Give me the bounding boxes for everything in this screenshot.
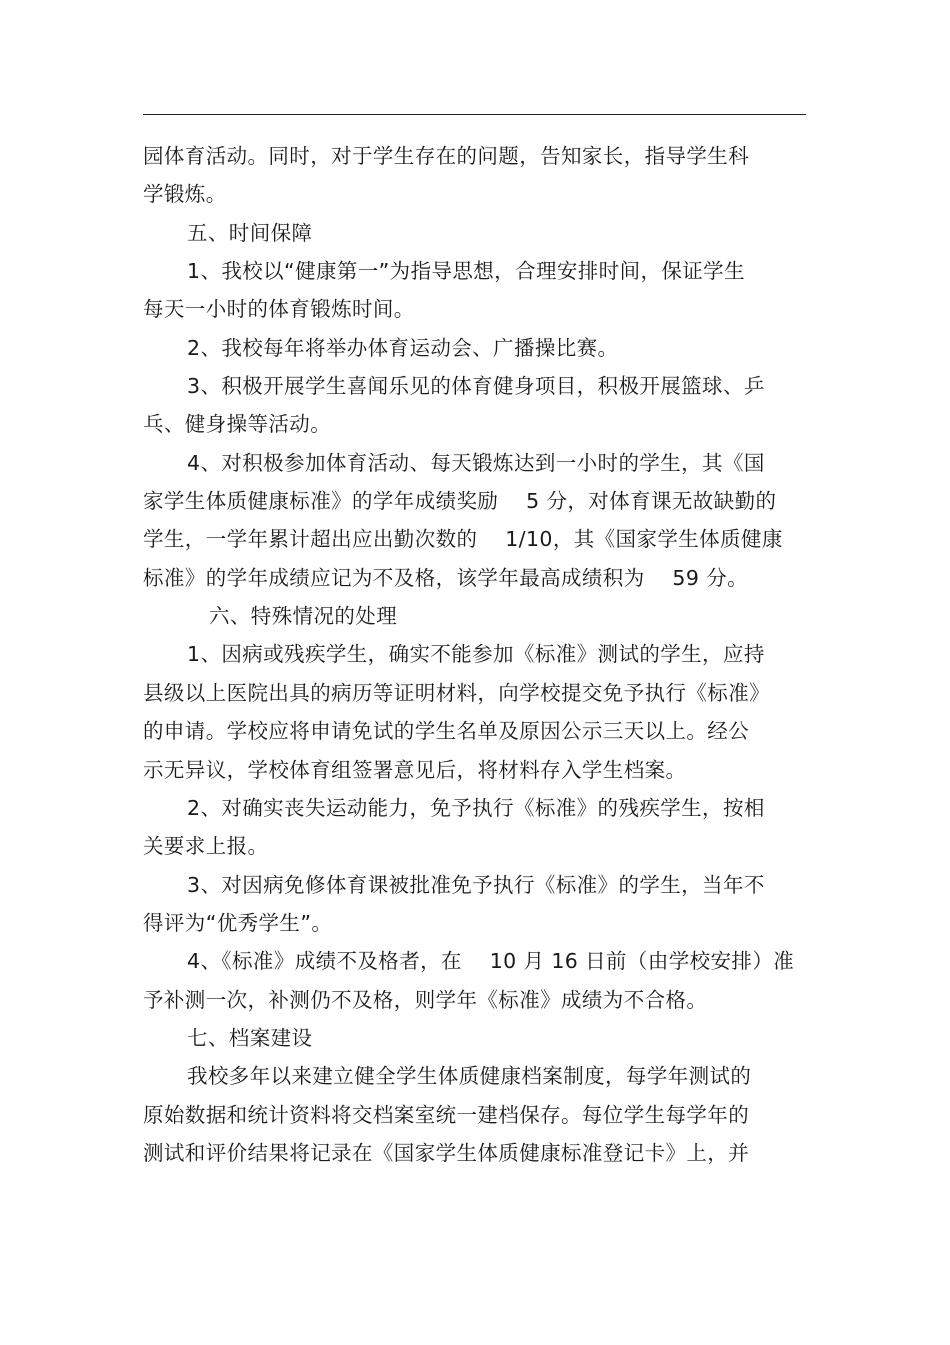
text-line: 乓、健身操等活动。 [143,412,332,437]
text-line: 标准》的学年成绩应记为不及格，该学年最高成绩积为 59 分。 [143,565,749,590]
text-line: 原始数据和统计资料将交档案室统一建档保存。每位学生每学年的 [143,1102,750,1127]
text-line: 1、我校以“健康第一”为指导思想，合理安排时间，保证学生 [187,259,745,284]
text-line: 县级以上医院出具的病历等证明材料，向学校提交免予执行《标准》 [143,680,770,705]
text-line: 每天一小时的体育锻炼时间。 [143,297,415,322]
text-line: 2、我校每年将举办体育运动会、广播操比赛。 [187,335,619,360]
text-line: 学生，一学年累计超出应出勤次数的 1/10，其《国家学生体质健康 [143,527,783,552]
text-line: 我校多年以来建立健全学生体质健康档案制度，每学年测试的 [187,1064,752,1089]
text-line: 示无异议，学校体育组签署意见后，将材料存入学生档案。 [143,757,687,782]
text-line: 1、因病或残疾学生，确实不能参加《标准》测试的学生，应持 [187,642,765,667]
text-line: 家学生体质健康标准》的学年成绩奖励 5 分，对体育课无故缺勤的 [143,489,777,514]
text-line: 2、对确实丧失运动能力，免予执行《标准》的残疾学生，按相 [187,795,765,820]
text-line: 3、积极开展学生喜闻乐见的体育健身项目，积极开展篮球、乒 [187,374,765,399]
text-line: 学锻炼。 [143,182,227,207]
text-line: 4、对积极参加体育活动、每天锻炼达到一小时的学生，其《国 [187,450,765,475]
document-body [143,137,803,1172]
text-line: 4、《标准》成绩不及格者，在 10 月 16 日前（由学校安排）准 [187,949,795,974]
text-line: 测试和评价结果将记录在《国家学生体质健康标准登记卡》上，并 [143,1140,750,1165]
text-line: 的申请。学校应将申请免试的学生名单及原因公示三天以上。经公 [143,719,750,744]
text-line: 关要求上报。 [143,834,269,859]
header-rule [143,114,806,115]
text-line: 五、时间保障 [187,220,313,245]
text-line: 六、特殊情况的处理 [209,604,398,629]
text-line: 园体育活动。同时，对于学生存在的问题，告知家长，指导学生科 [143,144,750,168]
text-line: 3、对因病免修体育课被批准免予执行《标准》的学生，当年不 [187,872,765,897]
text-line: 七、档案建设 [187,1025,313,1050]
text-line: 予补测一次，补测仍不及格，则学年《标准》成绩为不合格。 [143,987,708,1012]
text-line: 得评为“优秀学生”。 [143,910,333,935]
